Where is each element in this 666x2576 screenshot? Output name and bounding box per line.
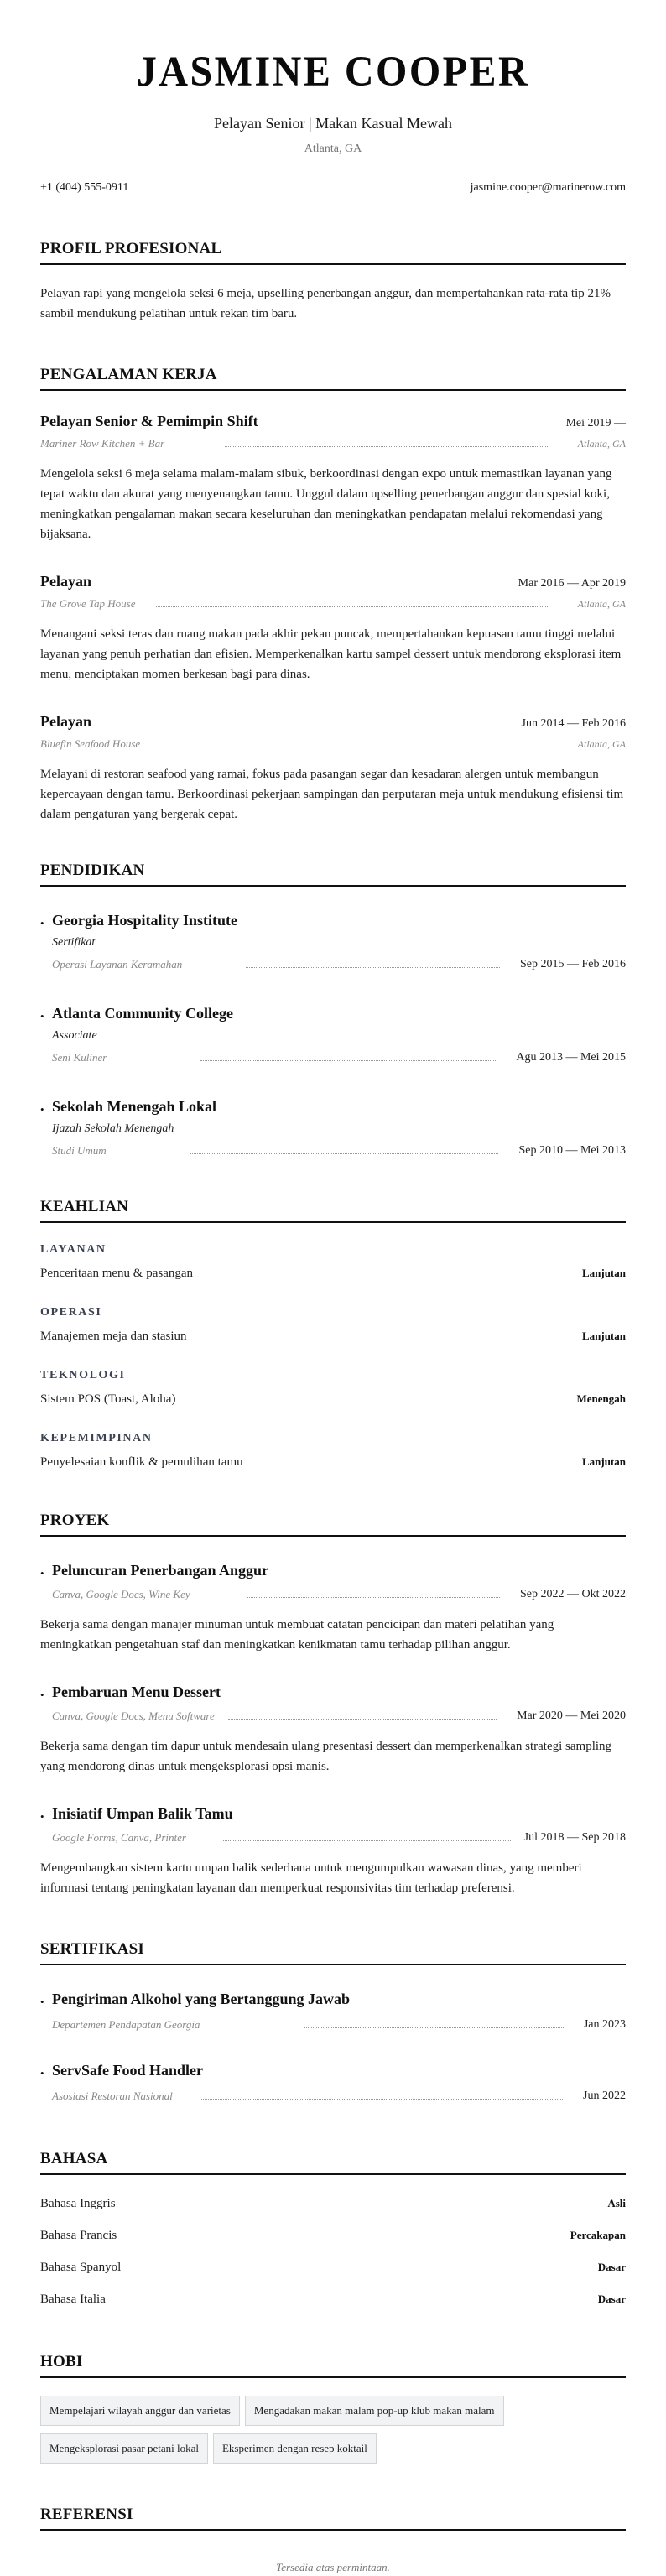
- references-note: Tersedia atas permintaan.: [276, 2561, 390, 2573]
- hobby-tag: Mempelajari wilayah anggur dan varietas: [40, 2396, 240, 2426]
- job-description: Mengelola seksi 6 meja selama malam-malam sibuk, berkoordinasi dengan expo untuk memastikan layanan yang tepat waktu dan akurat yang menyenangkan tamu. Unggul dalam upselling penerbangan anggur dan spesial koki, meningkatkan pengalaman makan secara keseluruhan dan meningkatkan pendapatan melalui rekomendasi yang bijaksana.: [40, 467, 612, 541]
- project-name: Peluncuran Penerbangan Anggur: [52, 1562, 269, 1579]
- bullet-icon: •: [40, 1689, 44, 1701]
- hobby-tag: Mengeksplorasi pasar petani lokal: [40, 2433, 208, 2464]
- project-description: Bekerja sama dengan manajer minuman untuk membuat catatan pencicipan dan materi pelatihan yang meningkatkan pengetahuan staf dan meningkatkan kenikmatan tamu terhadap pilihan anggur.: [40, 1618, 554, 1652]
- certification-issuer: Asosiasi Restoran Nasional: [52, 2089, 173, 2102]
- project-entry: [40, 1684, 626, 1777]
- certification-name: Pengiriman Alkohol yang Bertanggung Jawab: [52, 1991, 351, 2007]
- school-name: Atlanta Community College: [52, 1005, 233, 1022]
- language-row: [40, 2256, 626, 2287]
- language-list: [40, 2192, 626, 2319]
- dotted-leader: [225, 446, 548, 447]
- bullet-icon: •: [40, 1567, 44, 1579]
- skill-group: [40, 1243, 626, 1281]
- dotted-leader: [200, 2099, 563, 2100]
- skill-group: [40, 1306, 626, 1344]
- degree: Associate: [52, 1029, 97, 1042]
- job-title: Pelayan: [40, 713, 91, 730]
- section-title: PENDIDIKAN: [40, 861, 626, 887]
- project-description: Mengembangkan sistem kartu umpan balik sederhana untuk mengumpulkan wawasan dinas, yang memberi informasi tentang peningkatan layanan dan memperkuat responsivitas tim terhadap preferensi.: [40, 1861, 582, 1895]
- project-entry: [40, 1562, 626, 1655]
- experience-section: [40, 366, 626, 825]
- section-title: BAHASA: [40, 2150, 626, 2175]
- education-entry: [40, 1098, 626, 1158]
- project-dates: Jul 2018 — Sep 2018: [523, 1831, 626, 1844]
- language-level: Percakapan: [570, 2229, 626, 2241]
- job-location: Atlanta, GA: [577, 437, 626, 450]
- bullet-icon: •: [40, 917, 44, 929]
- project-tools: Canva, Google Docs, Menu Software: [52, 1710, 215, 1722]
- bullet-icon: •: [40, 1103, 44, 1116]
- skill-name: Penyelesaian konflik & pemulihan tamu: [40, 1455, 243, 1469]
- project-dates: Sep 2022 — Okt 2022: [520, 1588, 626, 1600]
- certification-name: ServSafe Food Handler: [52, 2062, 203, 2079]
- job-title: Pelayan: [40, 573, 91, 590]
- section-title: PENGALAMAN KERJA: [40, 366, 626, 391]
- education-dates: Sep 2015 — Feb 2016: [520, 958, 626, 971]
- hobby-tag: Mengadakan makan malam pop-up klub makan malam: [245, 2396, 504, 2426]
- job-description: Melayani di restoran seafood yang ramai, fokus pada pasangan segar dan kesadaran alergen untuk membangun kepercayaan dengan tamu. Berkoordinasi pekerjaan sampingan dan perputaran meja untuk mendukung efisiensi tim dalam pengaturan yang bergerak cepat.: [40, 768, 624, 821]
- profile-summary: Pelayan rapi yang mengelola seksi 6 meja, upselling penerbangan anggur, dan mempertahankan rata-rata tip 21% sambil mendukung pelatihan untuk rekan tim baru.: [40, 287, 611, 320]
- education-dates: Sep 2010 — Mei 2013: [518, 1144, 626, 1157]
- degree: Ijazah Sekolah Menengah: [52, 1122, 174, 1135]
- language-row: [40, 2287, 626, 2319]
- location: Atlanta, GA: [304, 143, 362, 155]
- certification-date: Jun 2022: [583, 2089, 626, 2102]
- company: Bluefin Seafood House: [40, 737, 141, 750]
- references-section: [40, 2506, 626, 2574]
- skill-category: KEPEMIMPINAN: [40, 1432, 153, 1444]
- bullet-icon: •: [40, 1996, 44, 2008]
- language-name: Bahasa Italia: [40, 2292, 106, 2306]
- language-level: Dasar: [597, 2292, 626, 2305]
- project-name: Pembaruan Menu Dessert: [52, 1684, 221, 1700]
- certification-issuer: Departemen Pendapatan Georgia: [52, 2018, 200, 2031]
- skill-category: OPERASI: [40, 1306, 102, 1319]
- headline: Pelayan Senior | Makan Kasual Mewah: [213, 115, 453, 132]
- job-entry: [40, 573, 626, 684]
- project-name: Inisiatif Umpan Balik Tamu: [52, 1805, 233, 1822]
- dotted-leader: [156, 606, 548, 607]
- dotted-leader: [246, 967, 500, 968]
- language-name: Bahasa Prancis: [40, 2229, 117, 2242]
- section-title: PROFIL PROFESIONAL: [40, 240, 626, 265]
- phone[interactable]: +1 (404) 555-0911: [40, 181, 129, 194]
- education-section: [40, 861, 626, 1158]
- dotted-leader: [223, 1840, 511, 1841]
- certification-entry: [40, 1991, 626, 2032]
- school-name: Sekolah Menengah Lokal: [52, 1098, 217, 1115]
- projects-section: [40, 1512, 626, 1898]
- dotted-leader: [190, 1153, 499, 1154]
- project-tools: Canva, Google Docs, Wine Key: [52, 1588, 190, 1600]
- hobby-tags: [40, 2396, 626, 2464]
- education-entry: [40, 912, 626, 971]
- project-tools: Google Forms, Canva, Printer: [52, 1831, 186, 1844]
- job-entry: [40, 713, 626, 825]
- project-description: Bekerja sama dengan tim dapur untuk mendesain ulang presentasi dessert dan memperkenalkan strategi sampling yang mendorong dinas untuk mengeksplorasi opsi manis.: [40, 1740, 612, 1773]
- education-entry: [40, 1005, 626, 1064]
- contact-row: [40, 181, 626, 195]
- job-title: Pelayan Senior & Pemimpin Shift: [40, 413, 258, 429]
- education-dates: Agu 2013 — Mei 2015: [516, 1051, 626, 1064]
- skill-level: Lanjutan: [581, 1455, 626, 1468]
- skill-name: Manajemen meja dan stasiun: [40, 1330, 187, 1343]
- job-entry: [40, 413, 626, 544]
- language-level: Dasar: [597, 2261, 626, 2273]
- profile-section: [40, 240, 626, 324]
- project-entry: [40, 1805, 626, 1898]
- section-title: KEAHLIAN: [40, 1198, 626, 1223]
- skill-level: Lanjutan: [581, 1267, 626, 1279]
- job-dates: Mei 2019 —: [565, 417, 626, 429]
- bullet-icon: •: [40, 1810, 44, 1823]
- section-title: HOBI: [40, 2353, 626, 2378]
- certification-entry: [40, 2062, 626, 2103]
- company: Mariner Row Kitchen + Bar: [40, 437, 165, 450]
- certification-date: Jan 2023: [583, 2018, 626, 2031]
- bullet-icon: •: [40, 2067, 44, 2079]
- languages-section: [40, 2150, 626, 2319]
- skill-name: Penceritaan menu & pasangan: [40, 1267, 194, 1280]
- field-of-study: Operasi Layanan Keramahan: [52, 958, 183, 971]
- hobbies-section: [40, 2353, 626, 2464]
- job-location: Atlanta, GA: [577, 737, 626, 750]
- language-level: Asli: [607, 2197, 626, 2209]
- skill-level: Lanjutan: [581, 1330, 626, 1342]
- certifications-section: [40, 1940, 626, 2103]
- job-location: Atlanta, GA: [577, 597, 626, 610]
- job-dates: Mar 2016 — Apr 2019: [518, 577, 626, 590]
- candidate-name: JASMINE COOPER: [136, 48, 530, 96]
- job-description: Menangani seksi teras dan ruang makan pada akhir pekan puncak, mempertahankan kepuasan tamu tinggi melalui layanan yang penuh perhatian dan efisien. Memperkenalkan kartu sampel dessert untuk mendorong eksplorasi item menu, menciptakan momen berkesan bagi para dinas.: [40, 627, 622, 681]
- section-title: PROYEK: [40, 1512, 626, 1537]
- language-row: [40, 2224, 626, 2256]
- company: The Grove Tap House: [40, 597, 136, 610]
- hobby-tag: Eksperimen dengan resep koktail: [213, 2433, 377, 2464]
- skill-group: [40, 1369, 626, 1407]
- job-dates: Jun 2014 — Feb 2016: [521, 717, 626, 730]
- bullet-icon: •: [40, 1010, 44, 1023]
- field-of-study: Studi Umum: [52, 1144, 107, 1157]
- degree: Sertifikat: [52, 936, 96, 949]
- dotted-leader: [200, 1060, 496, 1061]
- skill-level: Menengah: [576, 1392, 626, 1405]
- skill-group: [40, 1432, 626, 1470]
- field-of-study: Seni Kuliner: [52, 1051, 107, 1064]
- skills-section: [40, 1198, 626, 1470]
- skill-category: LAYANAN: [40, 1243, 107, 1256]
- language-name: Bahasa Inggris: [40, 2197, 116, 2210]
- skill-name: Sistem POS (Toast, Aloha): [40, 1392, 176, 1406]
- language-name: Bahasa Spanyol: [40, 2261, 122, 2274]
- resume-header: [40, 0, 626, 195]
- dotted-leader: [304, 2027, 563, 2028]
- language-row: [40, 2192, 626, 2224]
- section-title: REFERENSI: [40, 2506, 626, 2531]
- skill-category: TEKNOLOGI: [40, 1369, 126, 1382]
- school-name: Georgia Hospitality Institute: [52, 912, 237, 929]
- section-title: SERTIFIKASI: [40, 1940, 626, 1965]
- email[interactable]: jasmine.cooper@marinerow.com: [470, 181, 626, 194]
- dotted-leader: [247, 1597, 500, 1598]
- project-dates: Mar 2020 — Mei 2020: [517, 1710, 626, 1722]
- dotted-leader: [228, 1719, 497, 1720]
